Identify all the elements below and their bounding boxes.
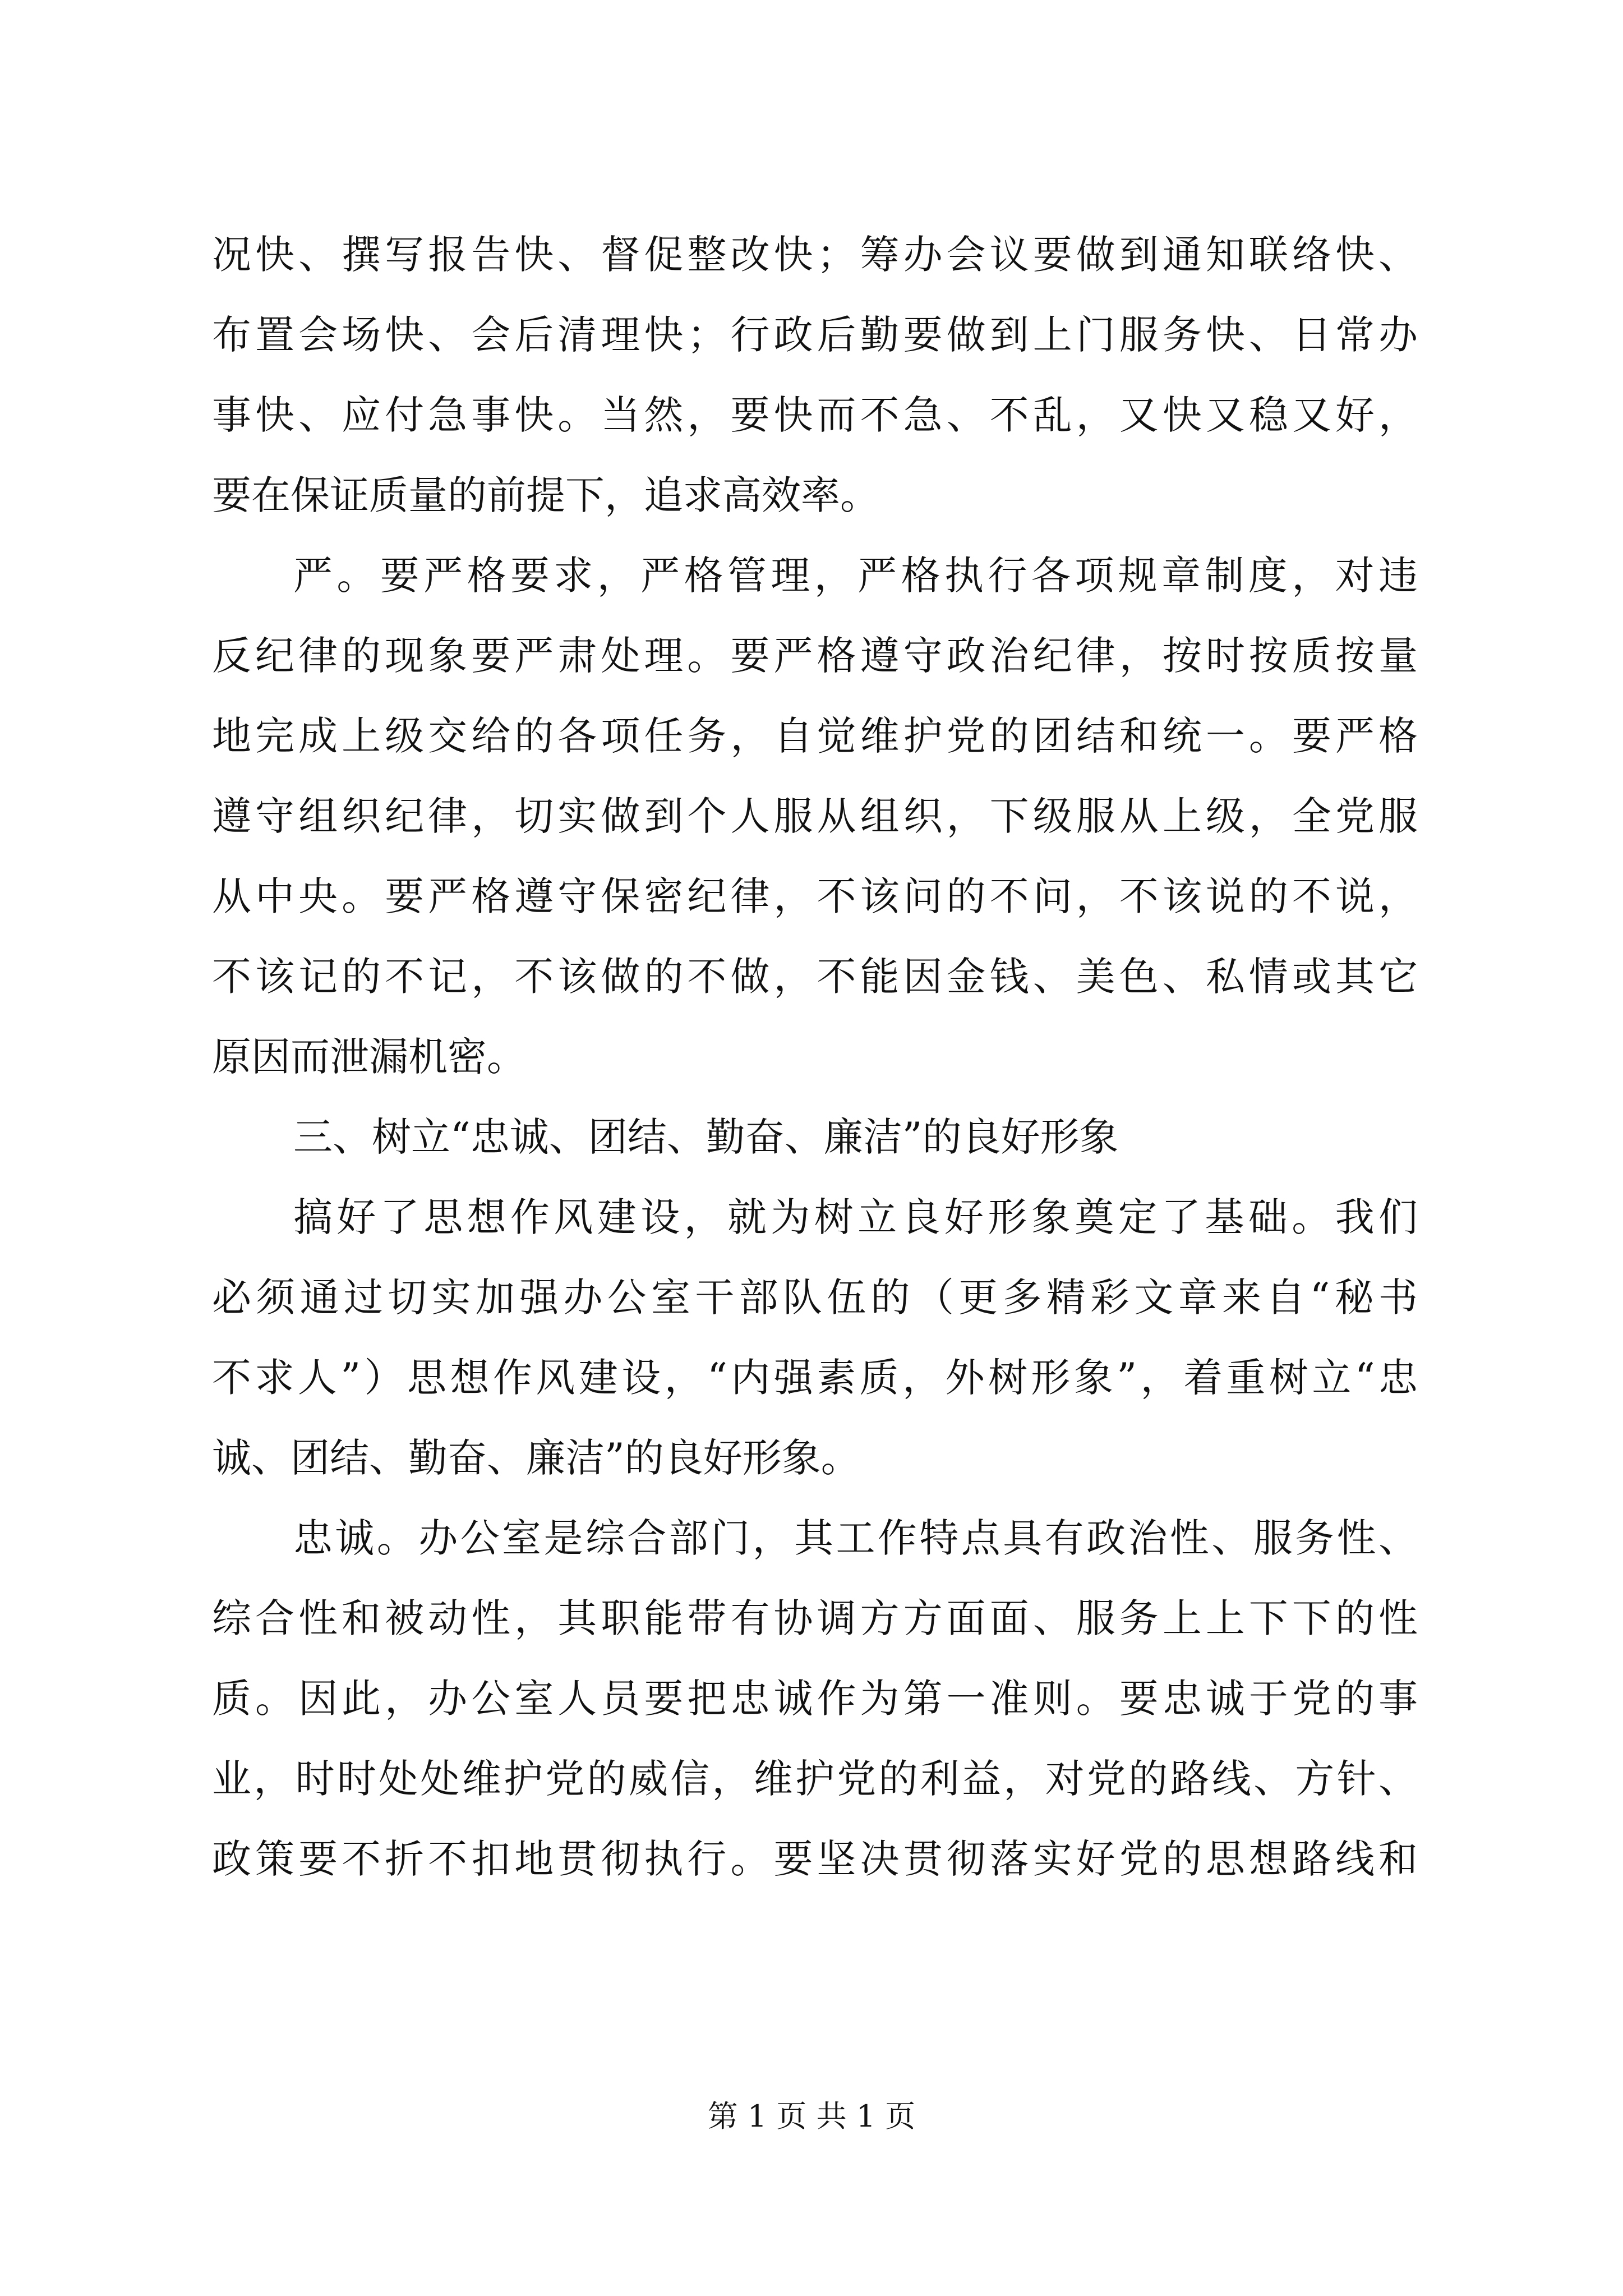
text-line: 地完成上级交给的各项任务，自觉维护党的团结和统一。要严格 bbox=[212, 713, 1418, 759]
text-line: 从中央。要严格遵守保密纪律，不该问的不问，不该说的不说， bbox=[212, 873, 1418, 919]
text-line: 不求人”）思想作风建设，“内强素质，外树形象”，着重树立“忠 bbox=[212, 1355, 1418, 1401]
page-number: 第 1 页 共 1 页 bbox=[707, 2099, 916, 2134]
text-line: 业，时时处处维护党的威信，维护党的利益，对党的路线、方针、 bbox=[212, 1756, 1418, 1802]
body-text bbox=[212, 215, 1418, 1899]
paragraph-first-line: 严。要严格要求，严格管理，严格执行各项规章制度，对违 bbox=[293, 553, 1418, 599]
text-line: 必须通过切实加强办公室干部队伍的（更多精彩文章来自“秘书 bbox=[212, 1274, 1418, 1320]
text-line: 反纪律的现象要严肃处理。要严格遵守政治纪律，按时按质按量 bbox=[212, 633, 1418, 679]
text-line: 综合性和被动性，其职能带有协调方方面面、服务上上下下的性 bbox=[212, 1595, 1418, 1641]
section-heading: 三、树立“忠诚、团结、勤奋、廉洁”的良好形象 bbox=[293, 1114, 1119, 1160]
text-line: 质。因此，办公室人员要把忠诚作为第一准则。要忠诚于党的事 bbox=[212, 1676, 1418, 1722]
text-line: 要在保证质量的前提下，追求高效率。 bbox=[212, 472, 879, 518]
page-footer bbox=[0, 2097, 1623, 2136]
text-line: 事快、应付急事快。当然，要快而不急、不乱，又快又稳又好， bbox=[212, 392, 1418, 438]
text-line: 不该记的不记，不该做的不做，不能因金钱、美色、私情或其它 bbox=[212, 954, 1418, 1000]
text-line: 遵守组织纪律，切实做到个人服从组织，下级服从上级，全党服 bbox=[212, 793, 1418, 839]
text-line: 政策要不折不扣地贯彻执行。要坚决贯彻落实好党的思想路线和 bbox=[212, 1836, 1418, 1882]
text-line: 诚、团结、勤奋、廉洁”的良好形象。 bbox=[212, 1435, 860, 1481]
text-line: 布置会场快、会后清理快；行政后勤要做到上门服务快、日常办 bbox=[212, 312, 1418, 358]
paragraph-first-line: 搞好了思想作风建设，就为树立良好形象奠定了基础。我们 bbox=[293, 1194, 1418, 1240]
paragraph-first-line: 忠诚。办公室是综合部门，其工作特点具有政治性、服务性、 bbox=[293, 1515, 1418, 1561]
text-line: 况快、撰写报告快、督促整改快；筹办会议要做到通知联络快、 bbox=[212, 232, 1418, 278]
text-line: 原因而泄漏机密。 bbox=[212, 1034, 526, 1080]
